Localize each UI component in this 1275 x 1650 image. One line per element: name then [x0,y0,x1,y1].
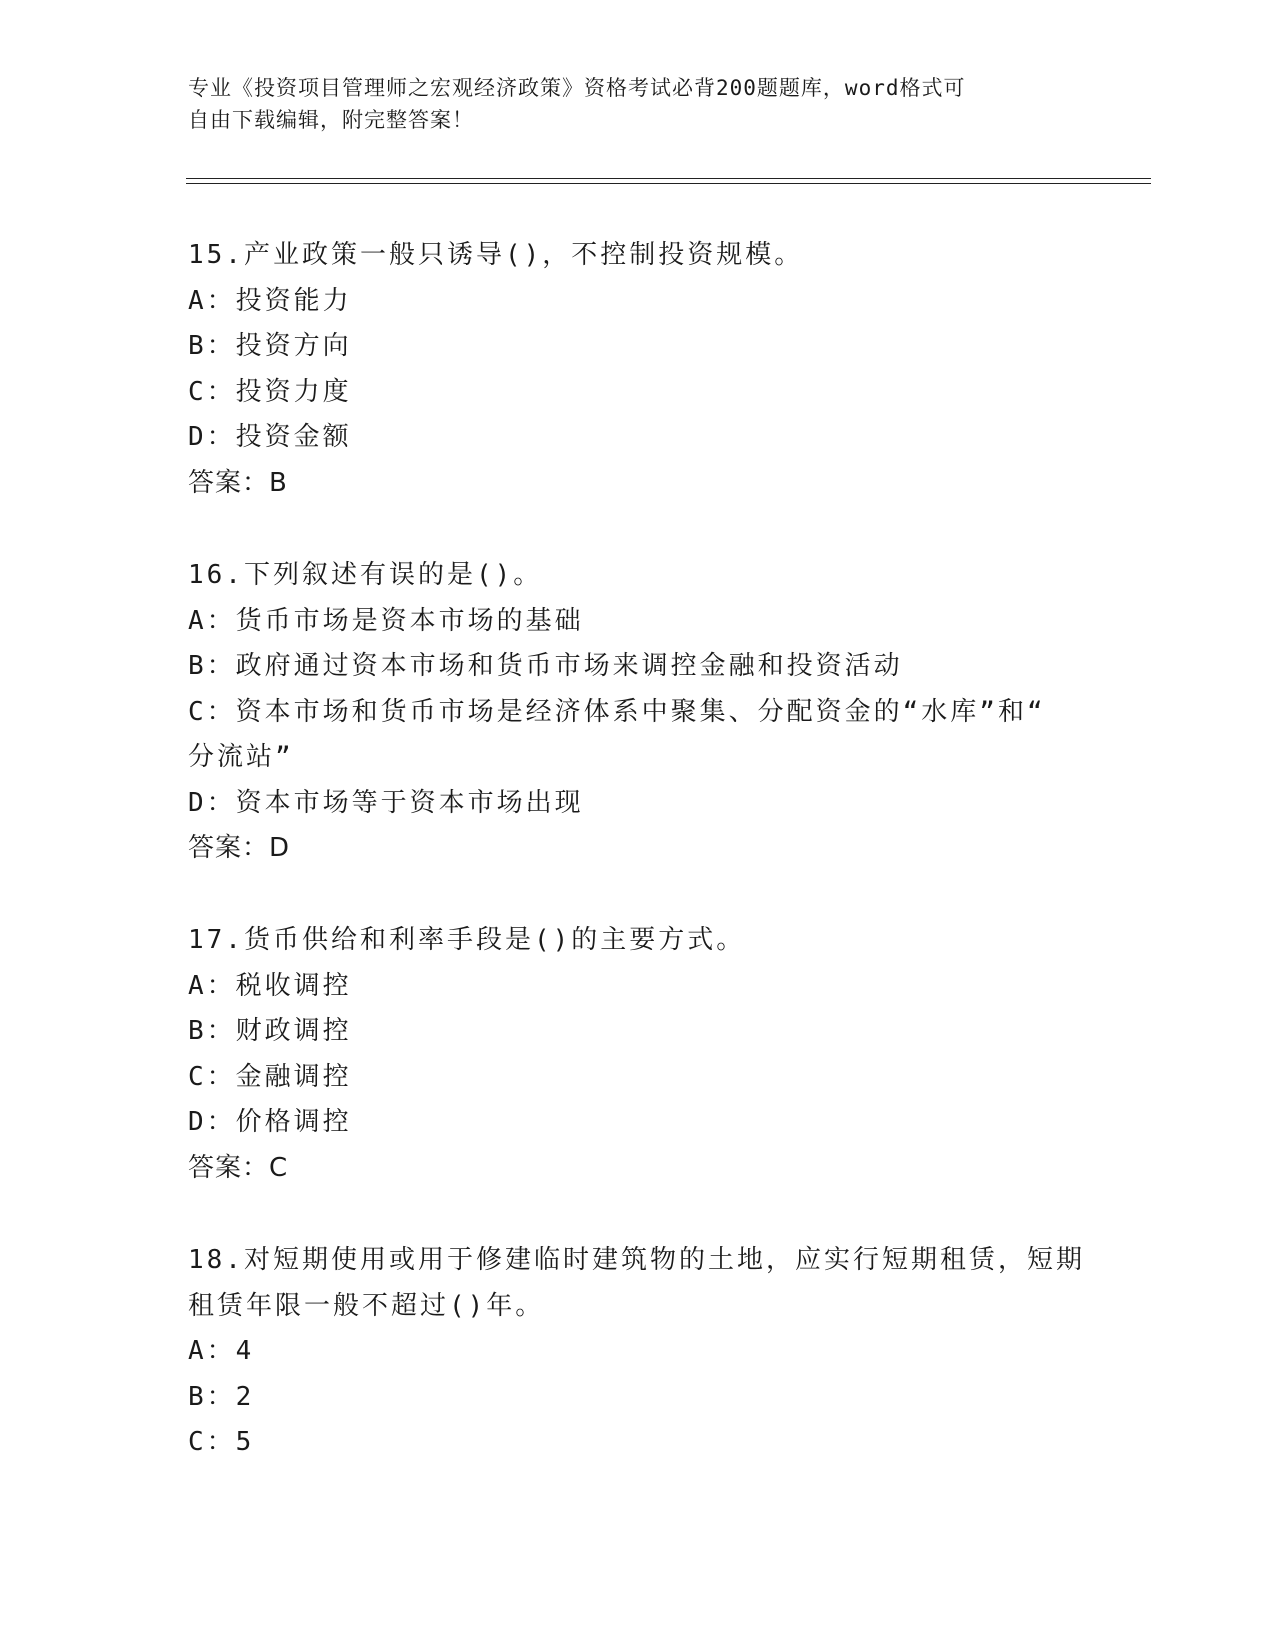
option-b: B：财政调控 [188,1016,352,1046]
question-17 [188,918,1088,1191]
document-header [188,72,1088,136]
question-stem-continued: 租赁年限一般不超过()年。 [188,1290,545,1321]
option-a: A：税收调控 [188,970,352,1001]
option-a: A：4 [188,1336,255,1366]
option-b: B：2 [188,1381,255,1412]
question-15 [188,233,1088,506]
header-divider-bottom [186,183,1151,184]
question-16 [188,553,1088,872]
answer-line: 答案：C [188,1152,289,1183]
question-stem: 17.货币供给和利率手段是()的主要方式。 [188,925,746,955]
option-a: A：投资能力 [188,285,352,316]
option-b: B：政府通过资本市场和货币市场来调控金融和投资活动 [188,651,903,681]
header-line-2: 自由下载编辑，附完整答案！ [188,108,474,132]
option-d: D：投资金额 [188,422,352,452]
option-d: D：资本市场等于资本市场出现 [188,787,584,818]
option-c-continued: 分流站” [188,742,294,772]
answer-line: 答案：B [188,467,288,498]
option-c: C：5 [188,1427,255,1457]
option-d: D：价格调控 [188,1107,352,1137]
header-divider-top [186,178,1151,179]
option-c: C：投资力度 [188,376,352,407]
option-c: C：资本市场和货币市场是经济体系中聚集、分配资金的“水库”和“ [188,696,1046,727]
option-a: A：货币市场是资本市场的基础 [188,605,584,636]
option-c: C：金融调控 [188,1061,352,1092]
question-stem: 18.对短期使用或用于修建临时建筑物的土地，应实行短期租赁，短期 [188,1245,1085,1275]
question-stem: 16.下列叙述有误的是()。 [188,560,543,590]
header-line-1: 专业《投资项目管理师之宏观经济政策》资格考试必背200题题库，word格式可 [188,76,966,100]
question-18 [188,1238,1088,1466]
question-stem: 15.产业政策一般只诱导()，不控制投资规模。 [188,240,804,270]
option-b: B：投资方向 [188,331,352,361]
answer-line: 答案：D [188,833,291,863]
